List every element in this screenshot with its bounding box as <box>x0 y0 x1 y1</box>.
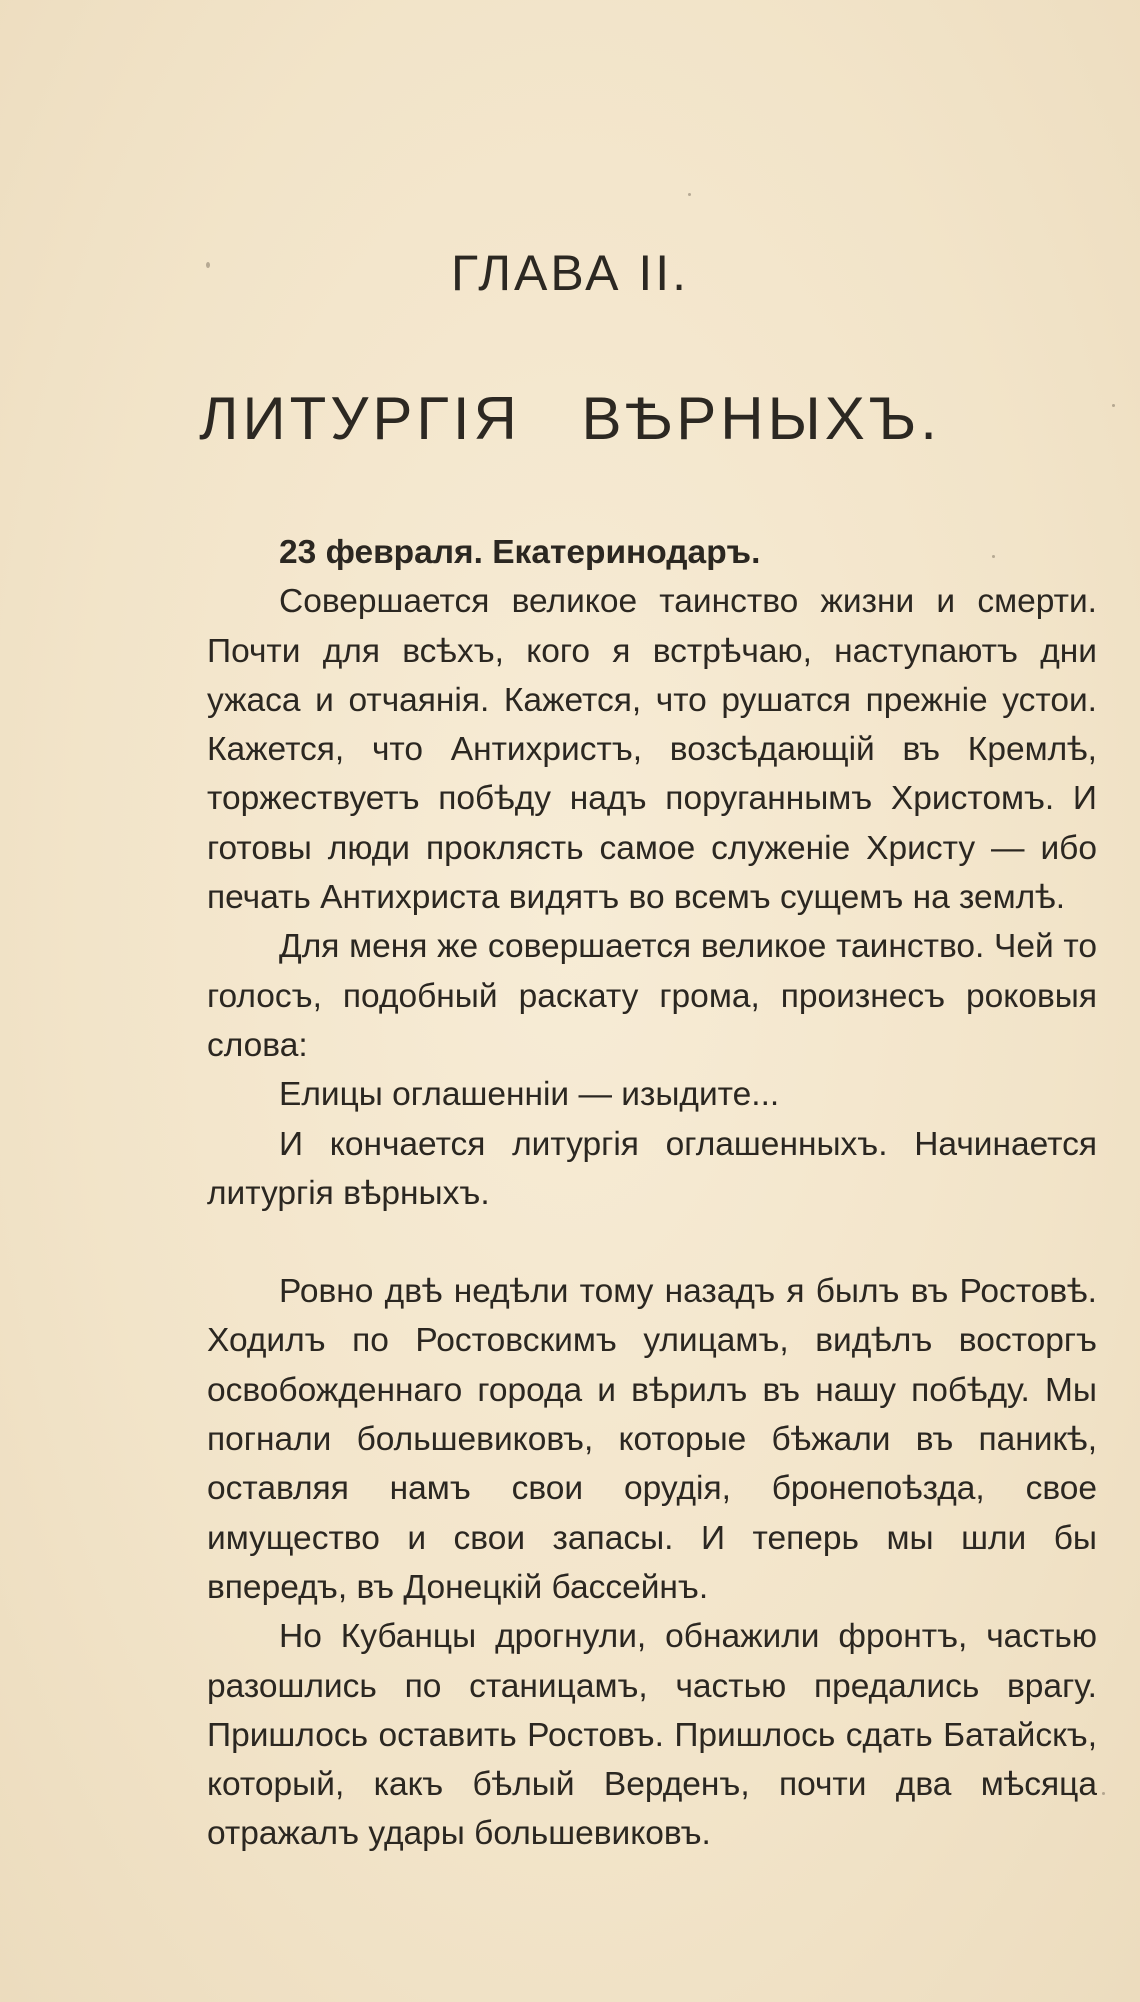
paragraph: Ровно двѣ недѣли тому назадъ я былъ въ Ростовѣ. Ходилъ по Ростовскимъ улицамъ, видѣлъ восторгъ освобожденнаго города и вѣрилъ въ нашу побѣду. Мы погнали большевиковъ, которые бѣжали въ паникѣ, оставляя намъ свои орудія, бронепоѣзда, свое имущество и свои запасы. И теперь мы шли бы впередъ, въ Донецкій бассейнъ. <box>207 1273 1097 1606</box>
paragraph: Совершается великое таинство жизни и смерти. Почти для всѣхъ, кого я встрѣчаю, наступаютъ дни ужаса и отчаянія. Кажется, что рушатся прежніе устои. Кажется, что Антихристъ, возсѣдающій въ Кремлѣ, торжествуетъ побѣду надъ поруганнымъ Христомъ. И готовы люди проклясть самое служеніе Христу — ибо печать Антихриста видятъ во всемъ сущемъ на землѣ. <box>207 583 1097 917</box>
paper-speck <box>1102 1792 1105 1795</box>
paragraph: Для меня же совершается великое таинство. Чей то голосъ, подобный раскату грома, произнесъ роковыя слова: <box>207 928 1097 1064</box>
dateline: 23 февраля. Екатеринодаръ. <box>279 534 761 571</box>
body-text <box>207 528 1097 1859</box>
paragraph: И кончается литургія оглашенныхъ. Начинается литургія вѣрныхъ. <box>207 1125 1097 1212</box>
chapter-title: ЛИТУРГІЯ ВѢРНЫХЪ. <box>199 385 941 452</box>
paper-speck <box>206 262 210 268</box>
paragraph: Елицы оглашенніи — изыдите... <box>279 1076 780 1114</box>
paper-speck <box>1112 404 1115 407</box>
section-gap <box>207 1218 1097 1267</box>
paper-speck <box>992 555 995 558</box>
paragraph: Но Кубанцы дрогнули, обнажили фронтъ, частью разошлись по станицамъ, частью предались врагу. Пришлось оставить Ростовъ. Пришлось сдать Батайскъ, который, какъ бѣлый Верденъ, почти два мѣсяца отражалъ удары большевиковъ. <box>207 1618 1097 1853</box>
paper-speck <box>688 193 691 196</box>
chapter-heading: ГЛАВА II. <box>450 245 690 301</box>
